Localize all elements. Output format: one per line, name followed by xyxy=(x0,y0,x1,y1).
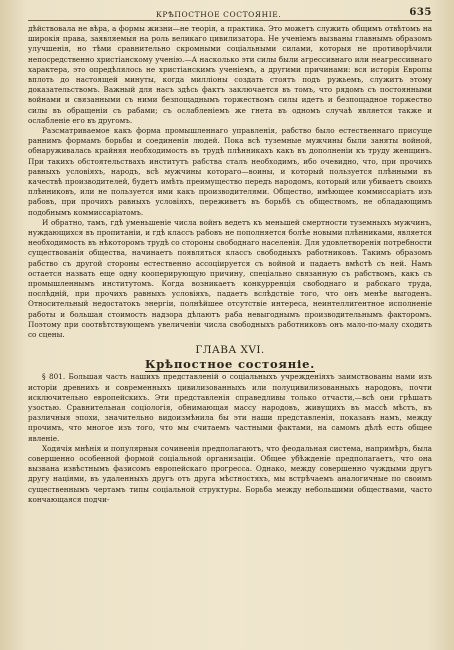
page-body xyxy=(28,24,432,505)
page-header xyxy=(28,7,432,21)
paragraph-section-801: § 801. Большая часть нашихъ представленій о соціальныхъ учрежденіяхъ заимствованы нами изъ исторіи древнихъ и современныхъ цивилизованныхъ или полуцивилизованныхъ народовъ, почти исключительно европейскихъ. Эти представленія справедливы только отчасти,—всѣ они грѣшатъ узостью. Сравнительная соціологія, обнимающая массу народовъ, живущихъ въ массѣ мѣстъ, въ различныя эпохи, значительно видоизмѣнила бы эти наши представленія, показавъ намъ, между прочимъ, что многое изъ того, что мы считаемъ частными фактами, на самомъ дѣлѣ есть общее явленіе. xyxy=(28,372,432,443)
header-rule xyxy=(28,20,432,21)
page-number: 635 xyxy=(409,7,432,18)
paragraph: Ходячія мнѣнія и популярныя сочиненія предполагаютъ, что феодальная система, напримѣръ, была совершенно особенной формой соціальной организаціи. Общее убѣжденіе предполагаетъ, что она вызвана извѣстнымъ фазисомъ европейскаго прогресса. Однако, между совершенно чуждыми другъ другу націями, въ удаленныхъ другъ отъ друга мѣстностяхъ, мы встрѣчаемъ аналогичные по своимъ существеннымъ чертамъ типы соціальной структуры. Борьба между небольшими обществами, часто кончающаяся подчи- xyxy=(28,443,432,504)
chapter-number: ГЛАВА XVI. xyxy=(195,344,265,357)
chapter-title xyxy=(28,357,432,371)
paragraph: И обратно, тамъ, гдѣ уменьшеніе числа войнъ ведетъ къ меньшей смертности туземныхъ мужчинъ, нуждающихся въ пропитаніи, и гдѣ классъ рабовъ не пополняется болѣе новыми плѣнниками, является необходимость въ нѣкоторомъ трудѣ со стороны свободнаго населенія. Для удовлетворенія потребности существованія общества, начинаетъ появляться классъ свободныхъ работниковъ. Такимъ образомъ рабство съ другой стороны естественно ассоціируется съ войной и падаетъ вмѣстѣ съ ней. Намъ остается назвать еще одну кооперирующую причину, спеціально связанную съ рабствомъ, какъ съ промышленнымъ институтомъ. Когда возникаетъ конкурренція свободнаго и рабскаго труда, послѣдній, при прочихъ равныхъ условіяхъ, падаетъ вслѣдствіе того, что онъ менѣе выгоденъ. Относительный недостатокъ энергіи, полнѣйшее отсутствіе интереса, неинтеллигентное исполненіе работы и большая стоимость надзора дѣлаютъ раба невыгоднымъ производительнымъ факторомъ. Поэтому при соотвѣтствующемъ увеличеніи числа свободныхъ работниковъ онъ мало-по-малу сходитъ со сцены. xyxy=(28,217,432,340)
chapter-title-text: Крѣпостное состояніе. xyxy=(144,357,316,372)
paragraph: Разсматриваемое какъ форма промышленнаго управленія, рабство было естественнаго присуще раннимъ формамъ борьбы и соединенія людей. Пока всѣ туземные мужчины были заняты войной, обнаруживалась крайняя необходимость въ трудѣ плѣнникахъ какъ въ дополненіи къ труду женщинъ. При такихъ обстоятельствахъ институтъ рабства сталъ необходимъ, ибо очевидно, что, при прочихъ равныхъ условіяхъ, народъ, всѣ мужчины котораго—воины, и который пользуется плѣнными въ качествѣ производителей, будетъ имѣть преимущество передъ народомъ, который или убиваетъ своихъ плѣнниковъ, или не пользуется ими какъ производителями. Общество, имѣющее коммиссаріатъ изъ рабовъ, при прочихъ равныхъ условіяхъ, переживетъ въ борьбѣ съ обществомъ, не обладающимъ подобнымъ коммиссаріатомъ. xyxy=(28,126,432,217)
paragraph-continued: дѣйствовала не вѣра, а формы жизни—не теорія, а практика. Это можетъ служить общимъ отвѣтомъ на широкія права, заявляемыя на роль великаго цивилизатора. Не ученіемъ вызваны главнымъ образомъ улучшенія, но тѣми сравнительно скромными соціальными силами, которыя не противорѣчили непосредственно христіанскому ученію.—А насколько эти силы были агрессивнаго или неагрессивнаго характера, это опредѣлялось не христіанскимъ ученіемъ, а другими причинами: вся исторія Европы вплоть до настоящей минуты, когда милліоны создать стоятъ подъ ружьемъ, служитъ этому доказательствомъ. Важный для насъ здѣсь фактъ заключается въ томъ, что рядомъ съ постоянными войнами и связанными съ ними безпощаднымъ торжествомъ силы идетъ и безпощадное торжество силы въ обращеніи съ рабами; съ ослабленіемъ же гнета въ одномъ случаѣ является также и ослабленіе его въ другомъ. xyxy=(28,24,432,125)
running-title: КРѢПОСТНОЕ СОСТОЯНІЕ. xyxy=(156,10,282,19)
